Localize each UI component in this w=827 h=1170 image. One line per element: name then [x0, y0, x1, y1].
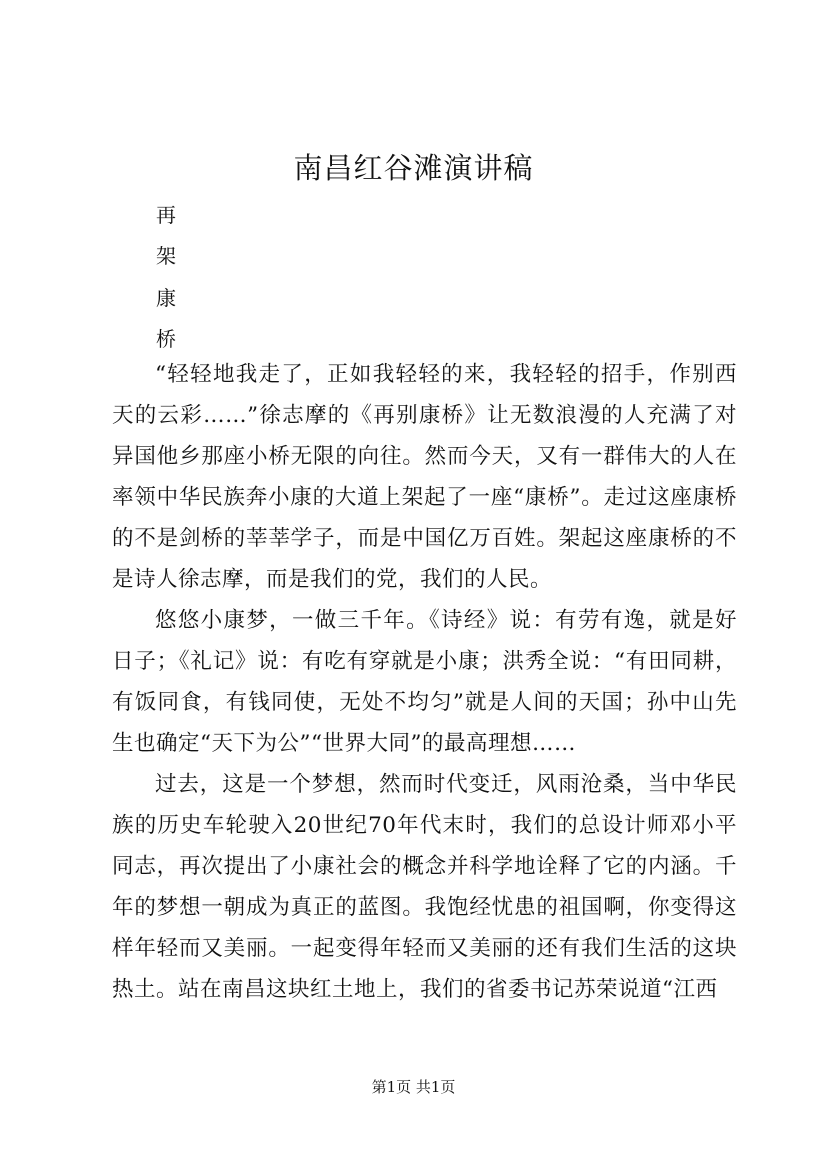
- paragraph: 过去，这是一个梦想，然而时代变迁，风雨沧桑，当中华民族的历史车轮驶入20世纪70年代末时，我们的总设计师邓小平同志，再次提出了小康社会的概念并科学地诠释了它的内涵。千年的梦想一朝成为真正的蓝图。我饱经忧患的祖国啊，你变得这样年轻而又美丽。一起变得年轻而又美丽的还有我们生活的这块热土。站在南昌这块红土地上，我们的省委书记苏荣说道“江西: [112, 772, 737, 1002]
- document-title: 南昌红谷滩演讲稿: [293, 151, 534, 185]
- document-body: [112, 354, 737, 1010]
- page-footer: 第1页 共1页: [371, 1078, 456, 1096]
- paragraph: “轻轻地我走了，正如我轻轻的来，我轻轻的招手，作别西天的云彩……”徐志摩的《再别康桥》让无数浪漫的人充满了对异国他乡那座小桥无限的向往。然而今天，又有一群伟大的人在率领中华民族奔小康的大道上架起了一座“康桥”。走过这座康桥的不是剑桥的莘莘学子，而是中国亿万百姓。架起这座康桥的不是诗人徐志摩，而是我们的党，我们的人民。: [112, 362, 737, 592]
- subtitle-char: 再: [156, 203, 176, 227]
- subtitle-char: 架: [156, 244, 176, 268]
- paragraph: 悠悠小康梦，一做三千年。《诗经》说：有劳有逸，就是好日子；《礼记》说：有吃有穿就是小康；洪秀全说：“有田同耕，有饭同食，有钱同使，无处不均匀”就是人间的天国；孙中山先生也确定“天下为公”“世界大同”的最高理想……: [112, 608, 737, 756]
- subtitle-char: 康: [156, 286, 176, 310]
- subtitle-char: 桥: [156, 327, 176, 351]
